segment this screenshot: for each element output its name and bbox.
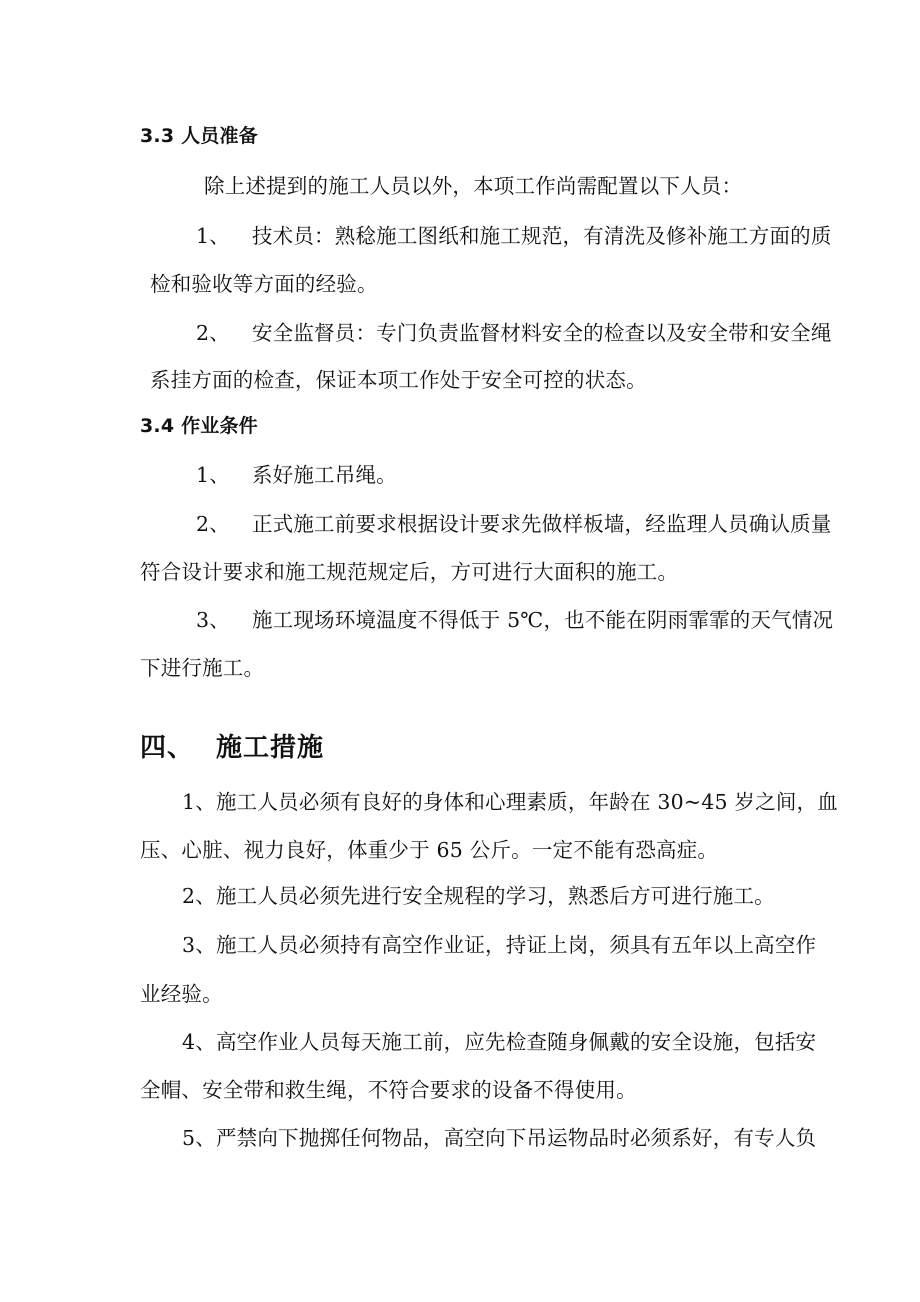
paragraph-line: 业经验。 (140, 982, 223, 1006)
list-item (196, 510, 832, 538)
list-item-continuation: 符合设计要求和施工规范规定后，方可进行大面积的施工。 (140, 560, 679, 584)
paragraph-line: 4、高空作业人员每天施工前，应先检查随身佩戴的安全设施，包括安 (182, 1030, 817, 1054)
list-item (196, 319, 832, 347)
list-item-continuation: 下进行施工。 (140, 656, 265, 680)
list-item-number: 1、 (196, 463, 230, 487)
chapter-title: 施工措施 (216, 733, 325, 763)
list-item-text: 安全监督员：专门负责监督材料安全的检查以及安全带和安全绳 (251, 321, 832, 345)
section-heading-3-3: 3.3 人员准备 (140, 125, 258, 147)
section-intro: 除上述提到的施工人员以外，本项工作尚需配置以下人员： (204, 174, 743, 198)
list-item-number: 3、 (196, 608, 230, 632)
paragraph-line: 全帽、安全带和救生绳，不符合要求的设备不得使用。 (140, 1078, 637, 1102)
list-item-text: 正式施工前要求根据设计要求先做样板墙，经监理人员确认质量 (251, 512, 832, 536)
list-item-text: 施工现场环境温度不得低于 5℃，也不能在阴雨霏霏的天气情况 (251, 608, 834, 632)
list-item-number: 2、 (196, 512, 230, 536)
paragraph-line: 3、施工人员必须持有高空作业证，持证上岗，须具有五年以上高空作 (182, 933, 817, 957)
list-item-continuation: 系挂方面的检查，保证本项工作处于安全可控的状态。 (150, 368, 647, 392)
list-item (196, 222, 832, 250)
paragraph-line: 压、心脏、视力良好，体重少于 65 公斤。一定不能有恐高症。 (140, 838, 719, 862)
paragraph-line: 2、施工人员必须先进行安全规程的学习，熟悉后方可进行施工。 (182, 884, 775, 908)
list-item-number: 2、 (196, 321, 230, 345)
chapter-number: 四、 (140, 733, 195, 763)
paragraph-line: 5、严禁向下抛掷任何物品，高空向下吊运物品时必须系好，有专人负 (182, 1126, 817, 1150)
list-item-continuation: 检和验收等方面的经验。 (150, 272, 378, 296)
list-item-text: 系好施工吊绳。 (251, 463, 397, 487)
list-item (196, 606, 833, 634)
list-item (196, 461, 397, 489)
paragraph-line: 1、施工人员必须有良好的身体和心理素质，年龄在 30~45 岁之间，血 (182, 790, 838, 814)
section-heading-3-4: 3.4 作业条件 (140, 415, 258, 437)
chapter-heading (140, 731, 324, 765)
list-item-text: 技术员：熟稔施工图纸和施工规范，有清洗及修补施工方面的质 (251, 224, 832, 248)
list-item-number: 1、 (196, 224, 230, 248)
